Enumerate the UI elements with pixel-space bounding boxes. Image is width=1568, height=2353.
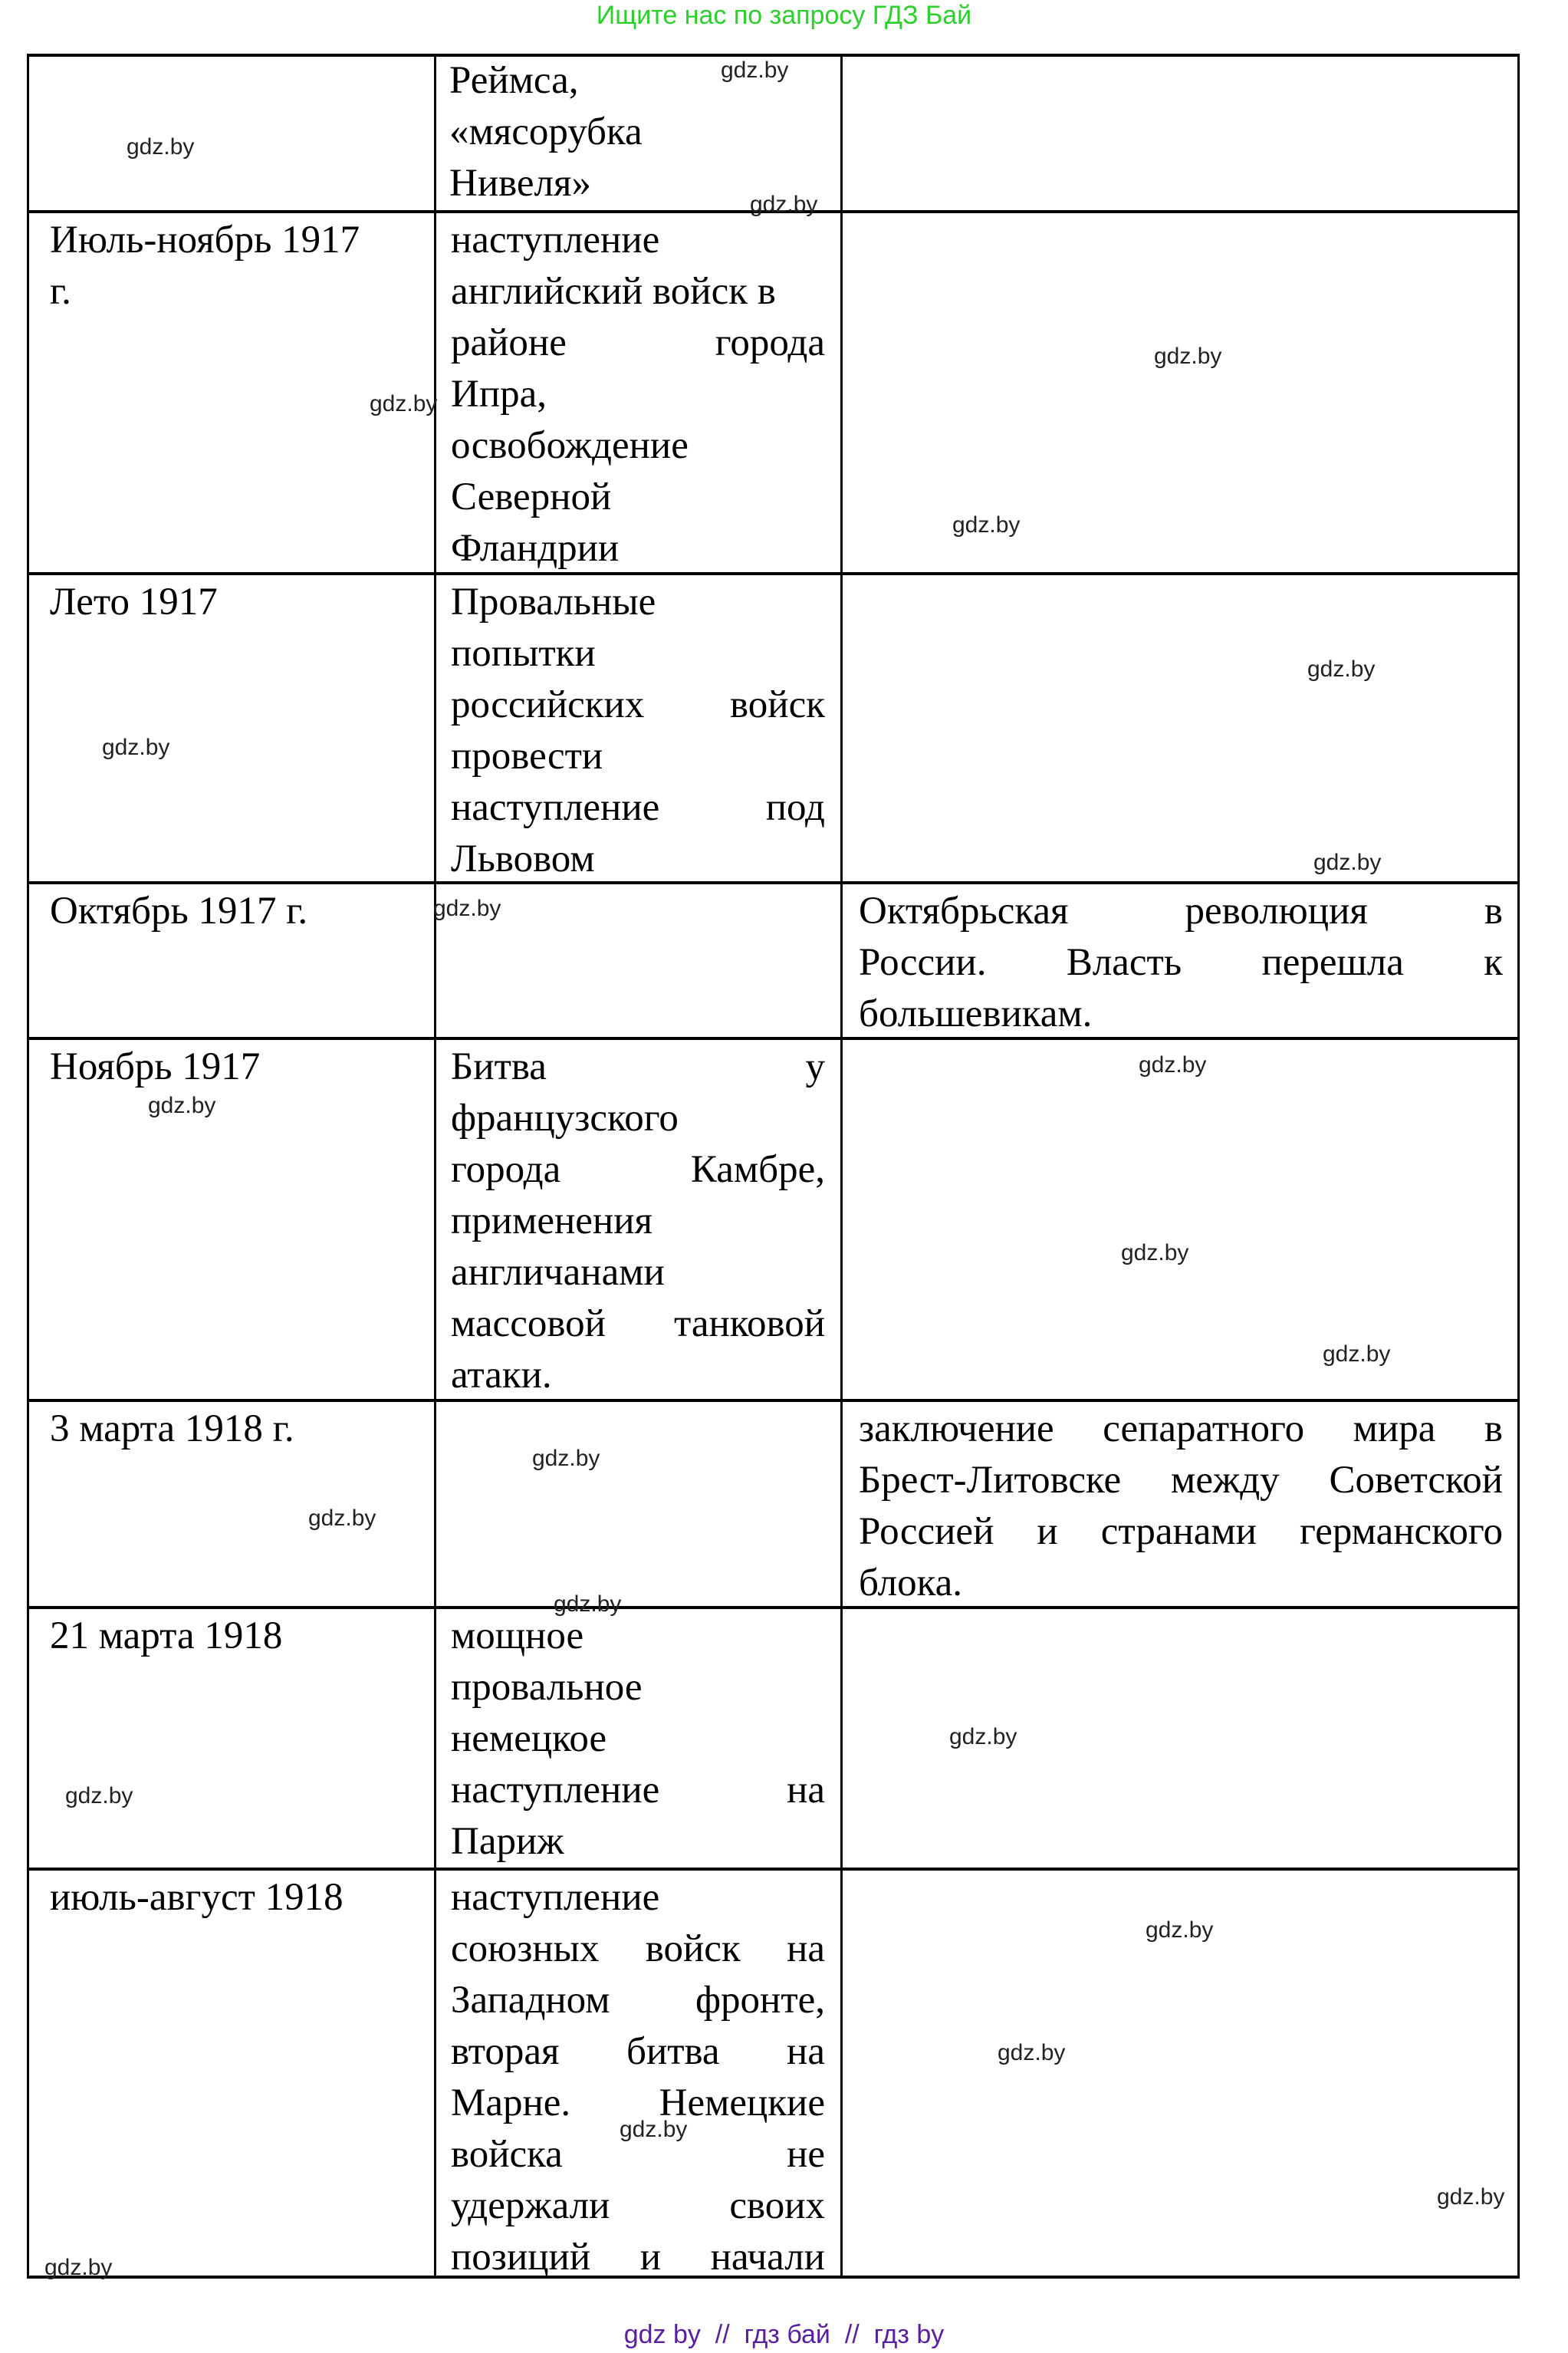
event-line: позиций и начали [451, 2236, 825, 2279]
event-cell [451, 1042, 825, 1401]
date-line: Лето 1917 [50, 581, 218, 624]
event-line: Париж [451, 1820, 564, 1863]
result-line: заключение сепаратного мира в [859, 1407, 1503, 1450]
event-line: удержали своих [451, 2184, 825, 2227]
watermark: gdz.by [102, 735, 170, 760]
date-cell [50, 1042, 426, 1093]
watermark: gdz.by [1323, 1341, 1391, 1367]
event-line: Фландрии [451, 527, 620, 570]
watermark: gdz.by [949, 1724, 1017, 1749]
watermark: gdz.by [1139, 1052, 1207, 1078]
event-cell [451, 1611, 825, 1868]
event-line: наступление [451, 219, 660, 262]
watermark: gdz.by [1307, 657, 1376, 682]
watermark: gdz.by [620, 2117, 688, 2142]
event-line: массовой танковой [451, 1302, 825, 1345]
row-divider [27, 1868, 1520, 1871]
date-line: Июль-ноябрь 1917 [50, 219, 360, 262]
watermark: gdz.by [433, 896, 501, 921]
watermark: gdz.by [998, 2040, 1066, 2065]
event-cell [451, 215, 825, 574]
result-line: Россией и странами германского [859, 1510, 1503, 1553]
result-cell [859, 1404, 1503, 1609]
event-line: Северной [451, 476, 612, 518]
date-cell [50, 886, 426, 937]
watermark: gdz.by [750, 192, 818, 217]
event-line: Западном фронте, [451, 1979, 825, 2022]
date-cell [50, 1611, 426, 1662]
watermark: gdz.by [65, 1783, 133, 1808]
watermark: gdz.by [44, 2255, 113, 2280]
watermark: gdz.by [1437, 2184, 1505, 2210]
watermark: gdz.by [554, 1591, 622, 1617]
event-cell [451, 577, 825, 885]
watermark: gdz.by [1146, 1917, 1214, 1943]
event-line: вторая битва на [451, 2030, 825, 2073]
history-table [27, 54, 1520, 2279]
event-line: Ипра, [451, 373, 547, 416]
date-line: 3 марта 1918 г. [50, 1407, 294, 1450]
event-line: районе города [451, 321, 825, 364]
watermark: gdz.by [532, 1446, 600, 1471]
event-line: попытки [451, 632, 596, 675]
result-cell [859, 886, 1503, 1040]
event-line: российских войск [451, 683, 825, 726]
event-line: войска не [451, 2133, 825, 2176]
column-divider [434, 54, 436, 2279]
date-cell [50, 1872, 426, 1924]
date-line: Октябрь 1917 г. [50, 890, 308, 933]
event-line: наступление под [451, 786, 825, 829]
event-cell [451, 1872, 825, 2283]
table-border-left [27, 54, 29, 2279]
event-line: Нивеля» [449, 162, 591, 205]
result-line: большевикам. [859, 992, 1093, 1035]
result-line: блока. [859, 1562, 963, 1604]
footer-links[interactable]: gdz by // гдз бай // гдз by [623, 2320, 945, 2349]
watermark: gdz.by [308, 1506, 376, 1531]
watermark: gdz.by [1313, 850, 1382, 875]
date-line: 21 марта 1918 [50, 1614, 283, 1657]
event-line: провести [451, 735, 603, 778]
watermark: gdz.by [370, 391, 438, 416]
column-divider [840, 54, 843, 2279]
event-line: мощное [451, 1614, 584, 1657]
watermark: gdz.by [127, 134, 195, 160]
event-line: Реймса, [449, 59, 579, 102]
event-line: применения [451, 1200, 653, 1242]
result-line: Брест-Литовске между Советской [859, 1459, 1503, 1502]
event-line: наступление [451, 1876, 660, 1919]
event-line: англичанами [451, 1251, 665, 1294]
event-line: немецкое [451, 1717, 607, 1760]
table-border-right [1517, 54, 1520, 2279]
event-line: «мясорубка [449, 110, 643, 153]
event-line: наступление на [451, 1769, 825, 1812]
date-line: г. [50, 270, 71, 313]
date-cell [50, 577, 426, 628]
event-line: союзных войск на [451, 1927, 825, 1970]
result-line: России. Власть перешла к [859, 941, 1503, 984]
watermark: gdz.by [721, 58, 789, 83]
event-line: освобождение [451, 424, 689, 467]
search-banner: Ищите нас по запросу ГДЗ Бай [596, 1, 972, 30]
event-line: атаки. [451, 1354, 552, 1397]
event-line: Львовом [451, 838, 595, 880]
event-line: английский войск в [451, 270, 776, 313]
event-line: французского [451, 1097, 679, 1140]
date-cell [50, 215, 426, 318]
date-line: Ноябрь 1917 [50, 1045, 261, 1088]
watermark: gdz.by [1121, 1240, 1189, 1265]
watermark: gdz.by [1154, 344, 1222, 369]
event-line: города Камбре, [451, 1148, 825, 1191]
date-line: июль-август 1918 [50, 1876, 344, 1919]
watermark: gdz.by [952, 512, 1021, 538]
result-line: Октябрьская революция в [859, 890, 1503, 933]
event-line: Провальные [451, 581, 656, 624]
watermark: gdz.by [148, 1093, 216, 1118]
event-line: Битва у [451, 1045, 825, 1088]
event-line: провальное [451, 1666, 643, 1709]
date-cell [50, 1404, 426, 1455]
event-line: Марне. Немецкие [451, 2082, 825, 2124]
